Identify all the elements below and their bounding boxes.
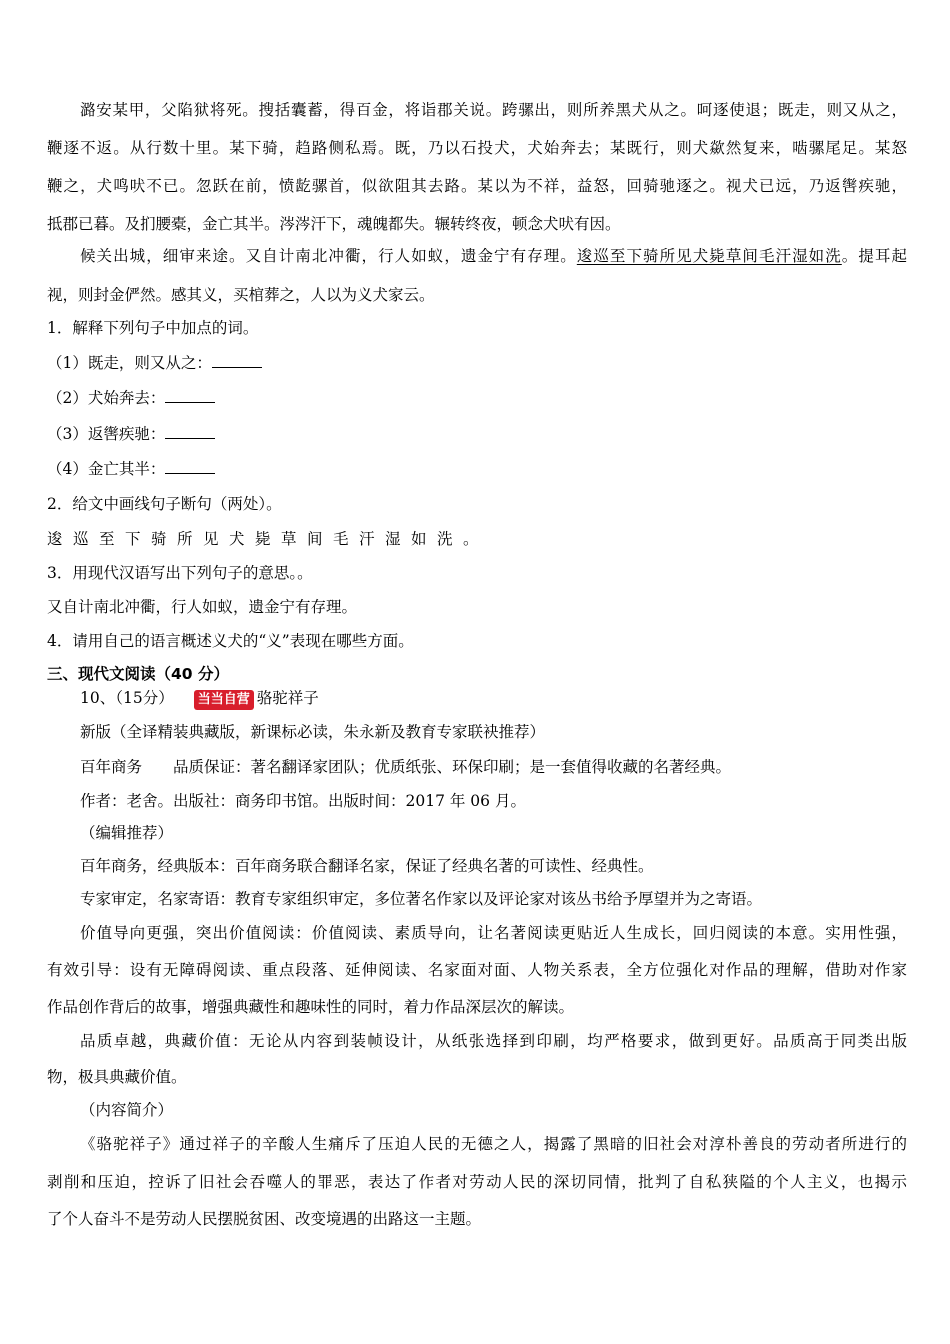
recommendation-line: 物，极具典藏价值。 xyxy=(47,1068,187,1086)
recommendation-line: 品质卓越，典藏价值：无论从内容到装帧设计，从纸张选择到印刷，均严格要求，做到更好。品质高于同类出版 xyxy=(80,1032,907,1050)
recommendation-line: 百年商务，经典版本：百年商务联合翻译名家，保证了经典名著的可读性、经典性。 xyxy=(80,857,654,875)
passage-line: 潞安某甲，父陷狱将死。搜括囊蓄，得百金，将诣郡关说。跨骡出，则所养黑犬从之。呵逐使退；既走，则又从之， xyxy=(80,101,907,119)
recommendation-line: 作品创作背后的故事，增强典藏性和趣味性的同时，着力作品深层次的解读。 xyxy=(47,998,575,1016)
answer-blank[interactable] xyxy=(165,388,215,403)
underlined-sentence: 逡巡至下骑所见犬毙草间毛汗湿如洗 xyxy=(576,247,842,265)
passage-line: 鞭之，犬鸣吠不已。忽跃在前，愤龁骡首，似欲阻其去路。某以为不祥，益怒，回骑驰逐之。视犬已远，乃返辔疾驰， xyxy=(47,177,907,195)
book-title: 骆驼祥子 xyxy=(256,689,319,707)
question-1-title: 1．解释下列句子中加点的词。 xyxy=(47,319,259,337)
answer-blank[interactable] xyxy=(212,353,262,368)
question-2-title: 2．给文中画线句子断句（两处）。 xyxy=(47,495,282,513)
book-edition: 新版（全译精装典藏版，新课标必读，朱永新及教育专家联袂推荐） xyxy=(80,723,546,741)
recommendation-line: 专家审定，名家寄语：教育专家组织审定，多位著名作家以及评论家对该丛书给予厚望并为之寄语。 xyxy=(80,890,763,908)
recommendation-line: 价值导向更强，突出价值阅读：价值阅读、素质导向，让名著阅读更贴近人生成长，回归阅读的本意。实用性强， xyxy=(80,924,907,942)
question-10-header: 10、（15分） 当当自营 骆驼祥子 xyxy=(80,688,907,710)
question-3-sentence: 又自计南北冲衢，行人如蚁，遗金宁有存理。 xyxy=(47,598,358,616)
passage-line: 候关出城，细审来途。又自计南北冲衢，行人如蚁，遗金宁有存理。逡巡至下骑所见犬毙草间毛汗湿如洗。提耳起 xyxy=(80,247,907,265)
answer-blank[interactable] xyxy=(165,459,215,474)
author-line: 作者：老舍。出版社：商务印书馆。出版时间：2017 年 06 月。 xyxy=(80,792,526,810)
publisher-line: 百年商务 品质保证：著名翻译家团队；优质纸张、环保印刷；是一套值得收藏的名著经典。 xyxy=(80,758,732,776)
intro-line: 剥削和压迫，控诉了旧社会吞噬人的罪恶，表达了作者对劳动人民的深切同情，批判了自私狭隘的个人主义，也揭示 xyxy=(47,1173,907,1191)
editor-recommendation-label: （编辑推荐） xyxy=(80,824,174,842)
question-1-item: （3）返辔疾驰： xyxy=(47,424,907,444)
passage-line: 视，则封金俨然。感其义，买棺葬之，人以为义犬家云。 xyxy=(47,286,435,304)
store-badge: 当当自营 xyxy=(194,690,254,710)
question-1-item: （1）既走，则又从之： xyxy=(47,353,907,373)
passage-line: 鞭逐不返。从行数十里。某下骑，趋路侧私焉。既，乃以石投犬，犬始奔去；某既行，则犬歘然复来，啮骡尾足。某怒 xyxy=(47,139,907,157)
question-1-item: （2）犬始奔去： xyxy=(47,388,907,408)
section-heading: 三、现代文阅读（40 分） xyxy=(47,665,229,683)
question-3-title: 3．用现代汉语写出下列句子的意思。。 xyxy=(47,564,313,582)
recommendation-line: 有效引导：设有无障碍阅读、重点段落、延伸阅读、名家面对面、人物关系表，全方位强化对作品的理解，借助对作家 xyxy=(47,961,907,979)
answer-blank[interactable] xyxy=(165,424,215,439)
question-1-item: （4）金亡其半： xyxy=(47,459,907,479)
passage-line: 抵郡已暮。及扪腰橐，金亡其半。涔涔汗下，魂魄都失。辗转终夜，顿念犬吠有因。 xyxy=(47,215,621,233)
content-intro-label: （内容简介） xyxy=(80,1101,174,1119)
intro-line: 《骆驼祥子》通过祥子的辛酸人生痛斥了压迫人民的无德之人，揭露了黑暗的旧社会对淳朴善良的劳动者所进行的 xyxy=(80,1135,907,1153)
intro-line: 了个人奋斗不是劳动人民摆脱贫困、改变境遇的出路这一主题。 xyxy=(47,1210,482,1228)
question-4-title: 4．请用自己的语言概述义犬的“义”表现在哪些方面。 xyxy=(47,632,414,650)
question-2-sentence: 逡巡至下骑所见犬毙草间毛汗湿如洗。 xyxy=(47,530,490,548)
